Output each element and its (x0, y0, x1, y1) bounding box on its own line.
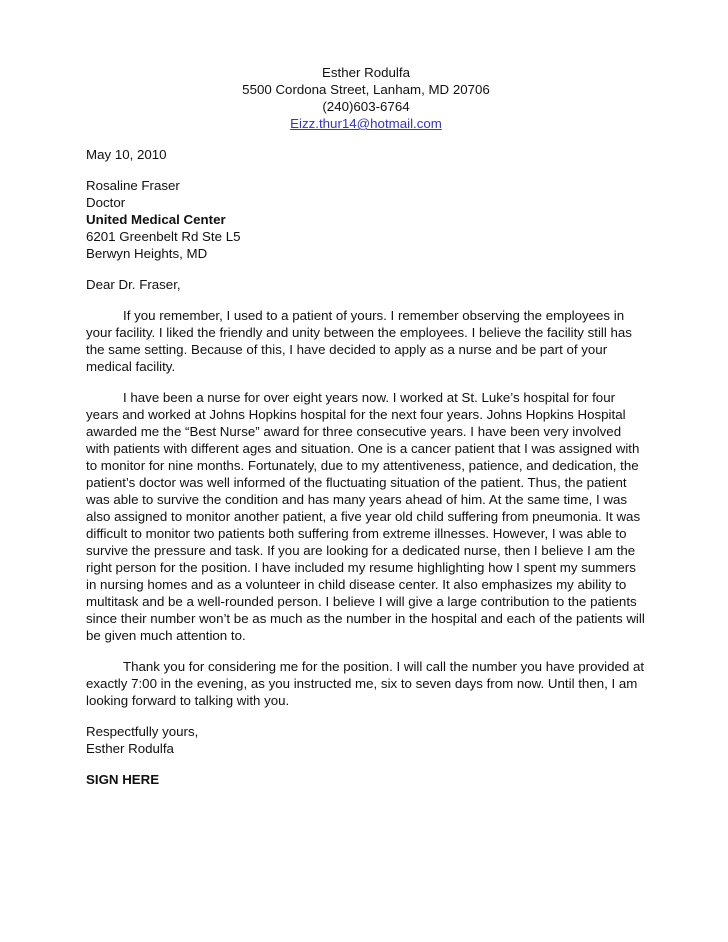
recipient-name: Rosaline Fraser (86, 178, 180, 193)
sender-address: 5500 Cordona Street, Lanham, MD 20706 (242, 82, 490, 97)
recipient-title: Doctor (86, 195, 126, 210)
recipient-address-line1: 6201 Greenbelt Rd Ste L5 (86, 229, 241, 244)
sender-email-row (86, 115, 646, 132)
salutation-text: Dear Dr. Fraser, (86, 277, 181, 292)
salutation (86, 276, 646, 293)
letterhead (86, 64, 646, 132)
valediction: Respectfully yours, (86, 724, 199, 739)
signature-name: Esther Rodulfa (86, 741, 174, 756)
paragraph-intro: If you remember, I used to a patient of yours. I remember observing the employees in your facility. I liked the friendly and unity between the employees. I believe the facility still has the same setting. Because of this, I have decided to apply as a nurse and be part of your medical facility. (86, 308, 632, 374)
closing-block (86, 723, 646, 757)
sender-name: Esther Rodulfa (322, 65, 410, 80)
recipient-organization: United Medical Center (86, 212, 226, 227)
paragraph-thanks: Thank you for considering me for the position. I will call the number you have provided at exactly 7:00 in the evening, as you instructed me, six to seven days from now. Until then, I am looking forward to talking with you. (86, 659, 645, 708)
sender-phone: (240)603-6764 (322, 99, 410, 114)
recipient-address-line2: Berwyn Heights, MD (86, 246, 208, 261)
letter-date (86, 146, 646, 163)
recipient-block (86, 177, 646, 262)
date-text: May 10, 2010 (86, 147, 167, 162)
sender-email-link[interactable]: Eizz.thur14@hotmail.com (290, 116, 442, 131)
sign-here-placeholder: SIGN HERE (86, 772, 160, 787)
paragraph-experience: I have been a nurse for over eight years now. I worked at St. Luke’s hospital for four years and worked at Johns Hopkins hospital for the next four years. Johns Hopkins Hospital awarded me the “Best Nurse” award for three consecutive years. I have been very involved with patients with different ages and situation. One is a cancer patient that I was assigned with to monitor for nine months. Fortunately, due to my attentiveness, patience, and dedication, the patient’s doctor was well informed of the fluctuating situation of the patient. Thus, the patient was able to survive the condition and has many years ahead of him. At the same time, I was also assigned to monitor another patient, a five year old child suffering from pneumonia. It was difficult to monitor two patients both suffering from extreme illnesses. However, I was able to survive the pressure and task. If you are looking for a dedicated nurse, then I believe I am the right person for the position. I have included my resume highlighting how I spent my summers in nursing homes and as a volunteer in child disease center. It also emphasizes my ability to multitask and be a well-rounded person. I believe I will give a large contribution to the patients since their number won’t be as much as the number in the hospital and each of the patients will be given much attention to. (86, 390, 645, 643)
